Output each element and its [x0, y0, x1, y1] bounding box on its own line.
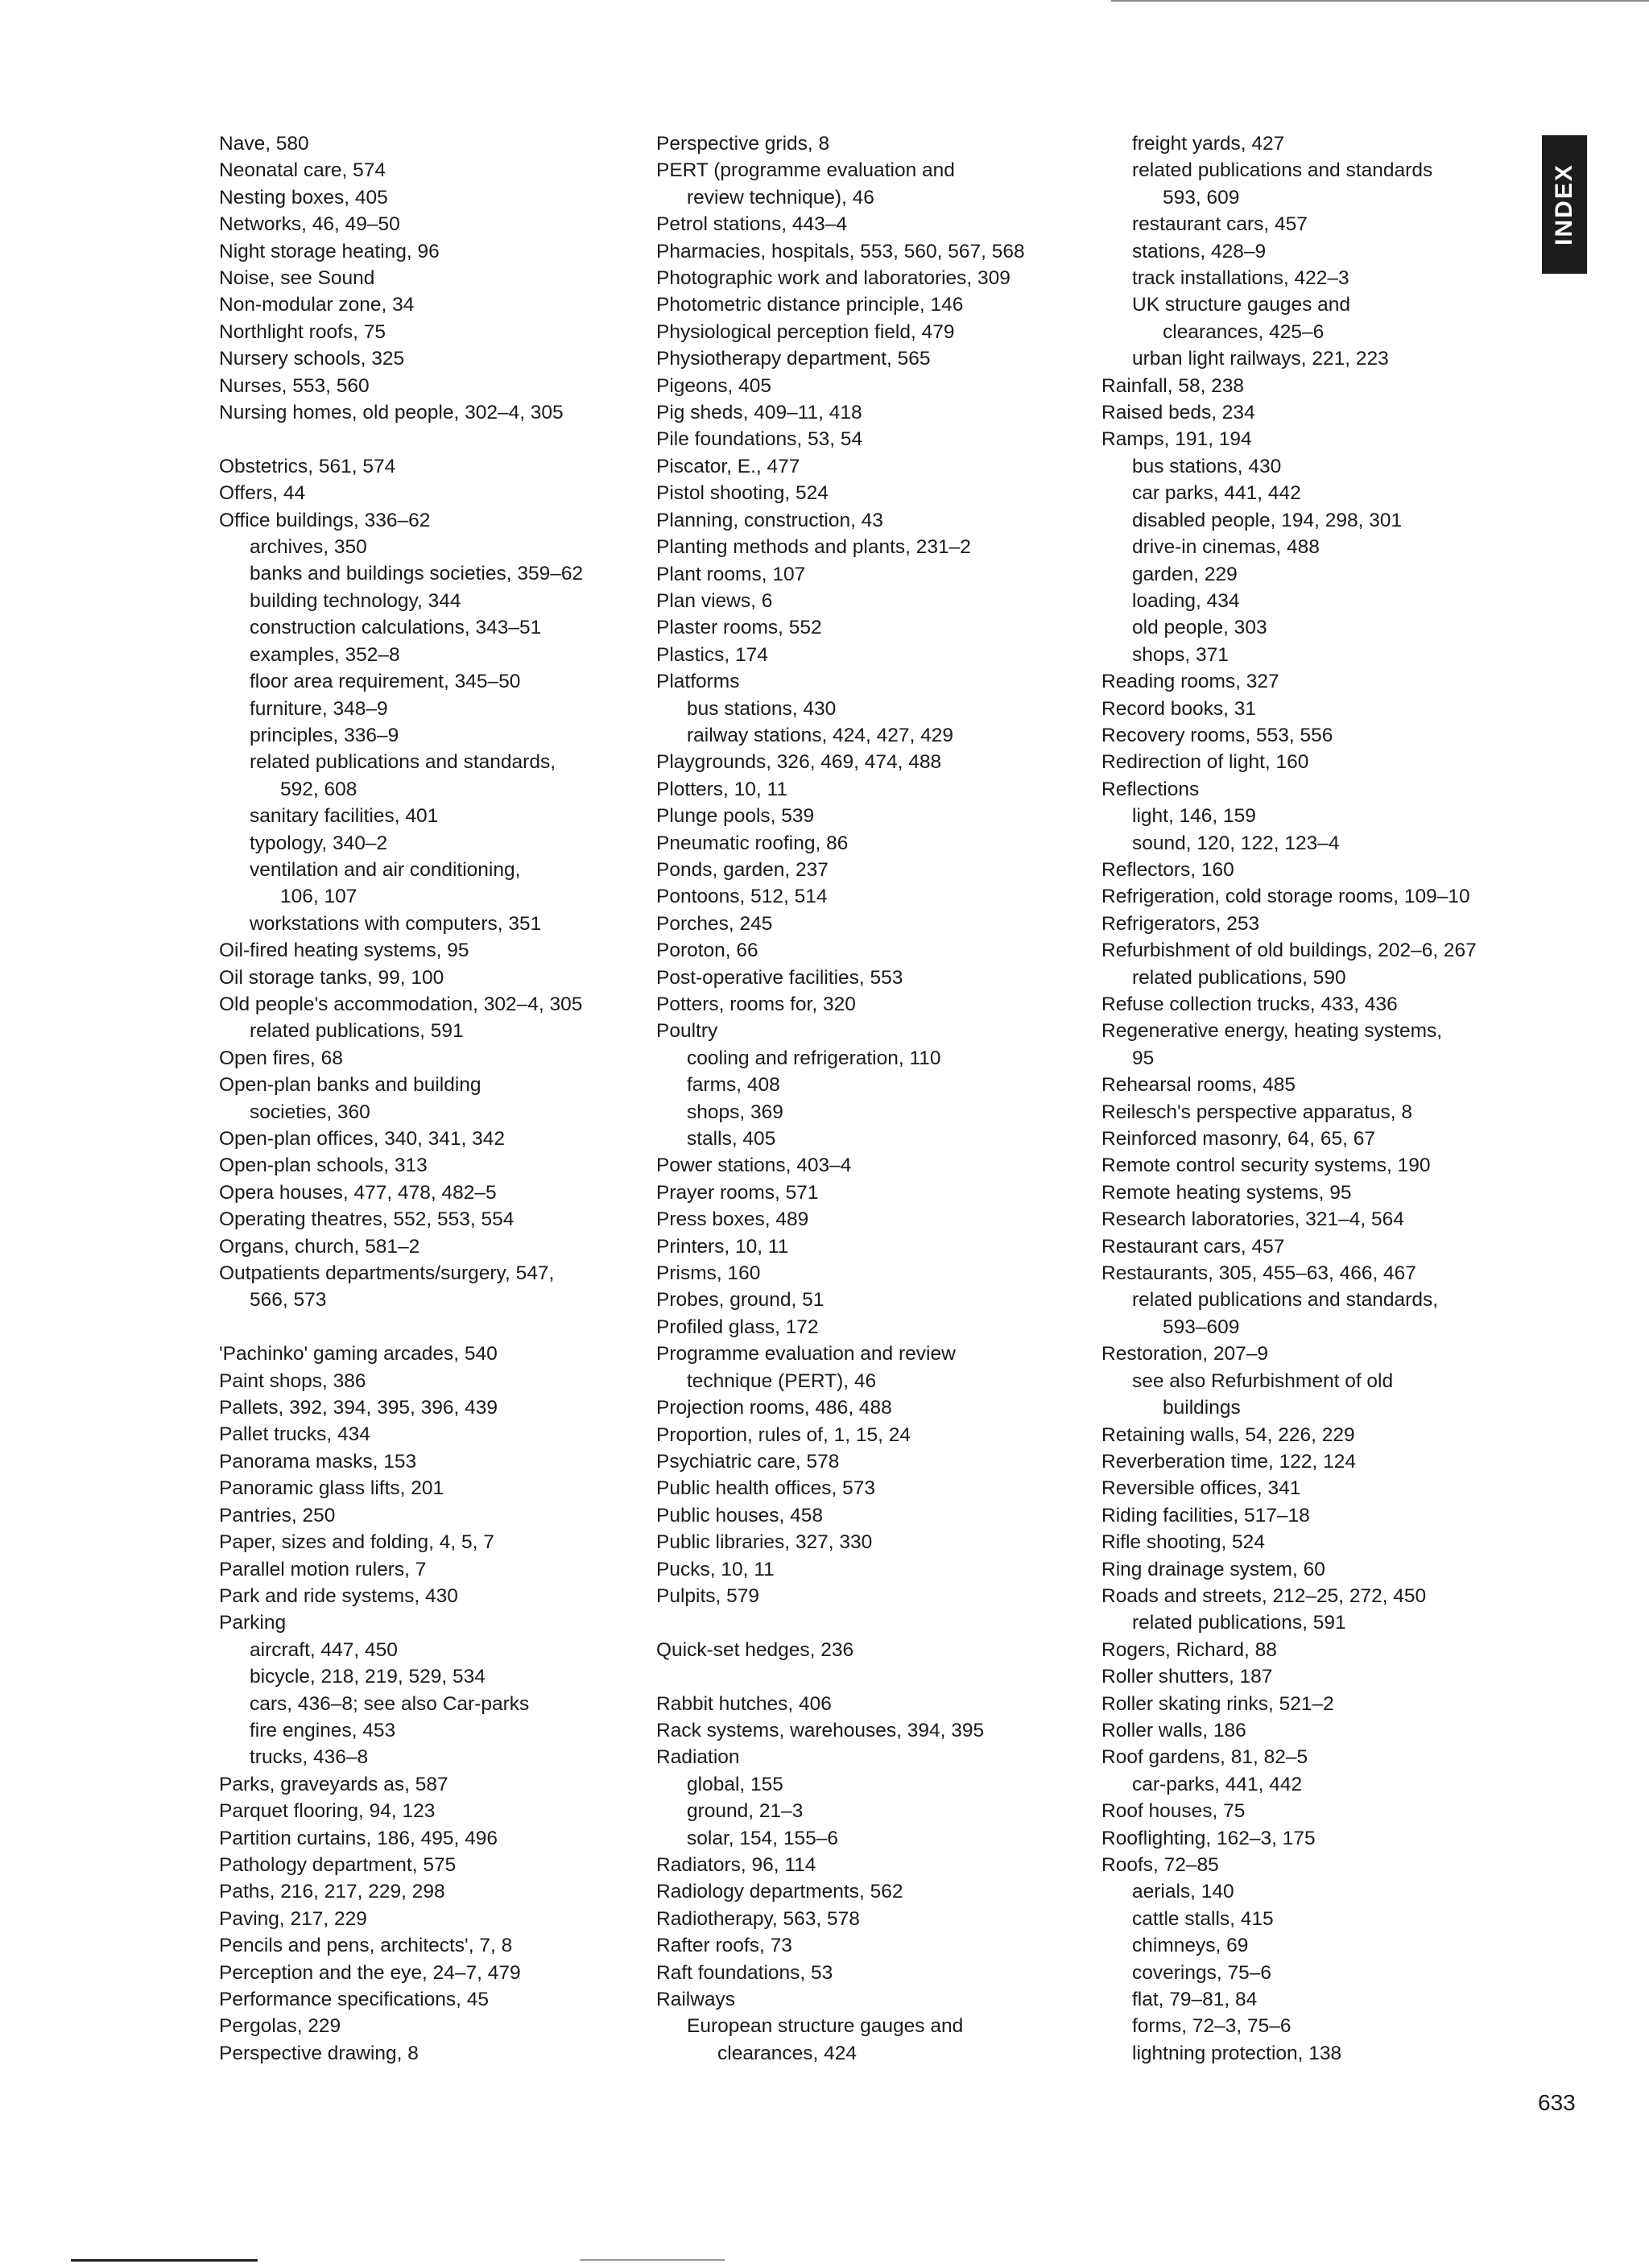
index-entry: Paving, 217, 229 — [219, 1907, 367, 1930]
top-rule — [1111, 0, 1649, 2]
index-entry: Public health offices, 573 — [656, 1477, 875, 1500]
index-subentry: car-parks, 441, 442 — [1132, 1773, 1303, 1795]
index-entry: Reilesch's perspective apparatus, 8 — [1101, 1101, 1412, 1123]
index-entry: Pistol shooting, 524 — [656, 482, 829, 505]
index-entry: Pencils and pens, architects', 7, 8 — [219, 1935, 513, 1957]
index-entry: Ramps, 191, 194 — [1101, 428, 1252, 451]
index-entry: Panorama masks, 153 — [219, 1450, 417, 1473]
index-subentry: clearances, 425–6 — [1163, 320, 1325, 343]
index-entry: Refrigeration, cold storage rooms, 109–10 — [1101, 886, 1470, 908]
index-entry: Radiology departments, 562 — [656, 1881, 903, 1903]
index-entry: Restaurant cars, 457 — [1101, 1235, 1285, 1258]
index-entry: Pucks, 10, 11 — [656, 1558, 775, 1580]
index-entry: Piscator, E., 477 — [656, 455, 800, 477]
index-entry: Old people's accommodation, 302–4, 305 — [219, 993, 583, 1015]
index-entry: Parallel motion rulers, 7 — [219, 1558, 427, 1580]
index-entry: Operating theatres, 552, 553, 554 — [219, 1208, 515, 1231]
index-entry: Photographic work and laboratories, 309 — [656, 267, 1010, 290]
index-subentry: related publications and standards, — [1132, 1289, 1439, 1312]
index-entry: PERT (programme evaluation and — [656, 159, 955, 182]
index-subentry: lightning protection, 138 — [1132, 2042, 1342, 2064]
index-entry: Photometric distance principle, 146 — [656, 294, 964, 316]
index-entry: Record books, 31 — [1101, 697, 1257, 720]
index-entry: Physiological perception field, 479 — [656, 320, 955, 343]
index-entry: Paper, sizes and folding, 4, 5, 7 — [219, 1531, 494, 1554]
index-entry: Prayer rooms, 571 — [656, 1181, 819, 1204]
index-subentry: bicycle, 218, 219, 529, 534 — [250, 1666, 486, 1688]
index-subentry: ventilation and air conditioning, — [250, 858, 521, 881]
index-entry: Poroton, 66 — [656, 940, 758, 962]
index-entry: Pathology department, 575 — [219, 1853, 457, 1876]
index-entry: Parking — [219, 1612, 287, 1634]
index-entry: Reflections — [1101, 778, 1200, 800]
index-entry: Offers, 44 — [219, 482, 306, 505]
index-entry: Pulpits, 579 — [656, 1584, 760, 1607]
index-subentry: track installations, 422–3 — [1132, 267, 1349, 290]
index-subentry: urban light railways, 221, 223 — [1132, 348, 1389, 370]
index-subentry: technique (PERT), 46 — [687, 1369, 877, 1392]
index-subentry: stations, 428–9 — [1132, 240, 1267, 262]
index-subentry: car parks, 441, 442 — [1132, 482, 1301, 505]
index-subentry: 106, 107 — [280, 886, 357, 908]
index-subentry: buildings — [1163, 1397, 1241, 1419]
index-subentry: clearances, 424 — [717, 2042, 857, 2064]
index-entry: Roads and streets, 212–25, 272, 450 — [1101, 1584, 1427, 1607]
index-subentry: restaurant cars, 457 — [1132, 213, 1308, 236]
index-entry: Railways — [656, 1989, 736, 2010]
index-entry: Restaurants, 305, 455–63, 466, 467 — [1101, 1262, 1416, 1285]
index-subentry: chimneys, 69 — [1132, 1935, 1249, 1957]
index-entry: Nursing homes, old people, 302–4, 305 — [219, 402, 564, 424]
index-subentry: garden, 229 — [1132, 563, 1238, 585]
index-subentry: societies, 360 — [250, 1101, 370, 1123]
bottom-rule-mid — [580, 2259, 725, 2261]
index-subentry: 566, 573 — [250, 1289, 327, 1312]
index-subentry: shops, 369 — [687, 1101, 783, 1123]
index-entry: Plant rooms, 107 — [656, 563, 806, 585]
index-entry: Public houses, 458 — [656, 1504, 824, 1526]
index-entry: Reverberation time, 122, 124 — [1101, 1450, 1356, 1473]
index-entry: Recovery rooms, 553, 556 — [1101, 724, 1333, 746]
index-entry: Partition curtains, 186, 495, 496 — [219, 1827, 498, 1849]
index-entry: Porches, 245 — [656, 912, 773, 935]
index-entry: Reading rooms, 327 — [1101, 671, 1279, 693]
index-entry: Roof houses, 75 — [1101, 1800, 1246, 1823]
index-entry: Pharmacies, hospitals, 553, 560, 567, 568 — [656, 240, 1025, 262]
index-entry: Potters, rooms for, 320 — [656, 994, 856, 1015]
index-subentry: floor area requirement, 345–50 — [250, 671, 521, 693]
index-entry: Pontoons, 512, 514 — [656, 886, 828, 908]
index-entry: Parks, graveyards as, 587 — [219, 1773, 448, 1795]
index-entry: Refuse collection trucks, 433, 436 — [1101, 994, 1398, 1015]
index-entry: Projection rooms, 486, 488 — [656, 1397, 892, 1419]
index-entry: Open fires, 68 — [219, 1047, 343, 1069]
index-entry: Raft foundations, 53 — [656, 1961, 833, 1984]
index-entry: Obstetrics, 561, 574 — [219, 455, 396, 477]
page-number: 633 — [1538, 2090, 1576, 2115]
index-subentry: typology, 340–2 — [250, 832, 388, 854]
index-entry: Nesting boxes, 405 — [219, 186, 388, 209]
index-subentry: disabled people, 194, 298, 301 — [1132, 509, 1403, 531]
index-subentry: railway stations, 424, 427, 429 — [687, 724, 953, 746]
index-column-1 — [219, 130, 622, 2067]
index-entry: Networks, 46, 49–50 — [219, 213, 400, 236]
index-entry: Parquet flooring, 94, 123 — [219, 1800, 436, 1823]
index-entry: Profiled glass, 172 — [656, 1316, 819, 1338]
index-entry: Post-operative facilities, 553 — [656, 966, 903, 989]
index-entry: Redirection of light, 160 — [1101, 751, 1309, 774]
index-entry: Quick-set hedges, 236 — [656, 1638, 854, 1661]
index-entry: Prisms, 160 — [656, 1262, 761, 1285]
index-gap — [219, 426, 622, 452]
index-subentry: bus stations, 430 — [1132, 455, 1282, 477]
index-subentry: sound, 120, 122, 123–4 — [1132, 832, 1340, 854]
index-entry: Roller skating rinks, 521–2 — [1101, 1692, 1334, 1715]
index-entry: Office buildings, 336–62 — [219, 509, 431, 531]
index-subentry: bus stations, 430 — [687, 697, 837, 720]
index-entry: Pallet trucks, 434 — [219, 1423, 370, 1446]
index-entry: Roof gardens, 81, 82–5 — [1101, 1746, 1308, 1769]
index-entry: Outpatients departments/surgery, 547, — [219, 1262, 555, 1285]
index-subentry: loading, 434 — [1132, 589, 1240, 612]
index-entry: Oil storage tanks, 99, 100 — [219, 966, 444, 989]
index-entry: Printers, 10, 11 — [656, 1235, 789, 1258]
index-entry: Power stations, 403–4 — [656, 1155, 852, 1177]
index-column-2 — [656, 130, 1075, 2067]
index-entry: Organs, church, 581–2 — [219, 1235, 420, 1258]
index-entry: Ponds, garden, 237 — [656, 858, 829, 881]
index-entry: Nave, 580 — [219, 133, 309, 155]
index-entry: Physiotherapy department, 565 — [656, 348, 931, 370]
index-entry: Remote heating systems, 95 — [1101, 1181, 1352, 1204]
index-entry: Pigeons, 405 — [656, 374, 772, 397]
index-entry: Rehearsal rooms, 485 — [1101, 1074, 1296, 1097]
index-subentry: European structure gauges and — [687, 2015, 964, 2038]
index-subentry: related publications, 591 — [250, 1020, 464, 1043]
index-entry: Probes, ground, 51 — [656, 1289, 824, 1312]
index-entry: Rainfall, 58, 238 — [1101, 374, 1245, 397]
index-entry: Refurbishment of old buildings, 202–6, 267 — [1101, 940, 1477, 962]
index-subentry: aerials, 140 — [1132, 1881, 1234, 1903]
index-subentry: cars, 436–8; see also Car-parks — [250, 1692, 530, 1715]
index-subentry: old people, 303 — [1132, 617, 1267, 639]
index-subentry: principles, 336–9 — [250, 724, 399, 746]
index-subentry: coverings, 75–6 — [1132, 1961, 1271, 1984]
index-entry: Perspective grids, 8 — [656, 133, 830, 155]
index-entry: Neonatal care, 574 — [219, 159, 386, 182]
index-entry: Pile foundations, 53, 54 — [656, 428, 863, 451]
index-entry: Noise, see Sound — [219, 267, 375, 290]
index-subentry: trucks, 436–8 — [250, 1746, 369, 1769]
index-entry: Restoration, 207–9 — [1101, 1343, 1269, 1365]
index-entry: Ring drainage system, 60 — [1101, 1558, 1325, 1580]
index-entry: 'Pachinko' gaming arcades, 540 — [219, 1343, 498, 1365]
index-entry: Radiation — [656, 1746, 740, 1769]
index-entry: Poultry — [656, 1020, 718, 1043]
index-entry: Plaster rooms, 552 — [656, 617, 822, 639]
index-subentry: 592, 608 — [280, 778, 357, 800]
index-entry: Roller shutters, 187 — [1101, 1666, 1273, 1688]
index-subentry: banks and buildings societies, 359–62 — [250, 563, 584, 585]
index-entry: Nursery schools, 325 — [219, 348, 405, 370]
index-entry: Petrol stations, 443–4 — [656, 213, 847, 236]
index-entry: Paint shops, 386 — [219, 1369, 366, 1392]
index-entry: Plastics, 174 — [656, 643, 768, 666]
index-entry: Performance specifications, 45 — [219, 1989, 489, 2010]
index-entry: Playgrounds, 326, 469, 474, 488 — [656, 751, 942, 774]
index-entry: Plan views, 6 — [656, 589, 773, 612]
index-subentry: examples, 352–8 — [250, 643, 400, 666]
index-section-tab — [1542, 135, 1587, 274]
index-subentry: forms, 72–3, 75–6 — [1132, 2015, 1292, 2038]
index-entry: Radiotherapy, 563, 578 — [656, 1907, 860, 1930]
index-entry: Radiators, 96, 114 — [656, 1853, 816, 1876]
index-entry: Open-plan schools, 313 — [219, 1155, 428, 1177]
index-subentry: furniture, 348–9 — [250, 697, 388, 720]
index-entry: Northlight roofs, 75 — [219, 320, 386, 343]
index-subentry: related publications, 590 — [1132, 966, 1346, 989]
index-entry: Rabbit hutches, 406 — [656, 1692, 832, 1715]
index-entry: Oil-fired heating systems, 95 — [219, 940, 469, 962]
index-entry: Pantries, 250 — [219, 1504, 336, 1526]
index-subentry: flat, 79–81, 84 — [1132, 1989, 1258, 2011]
index-entry: Rack systems, warehouses, 394, 395 — [656, 1719, 985, 1741]
index-subentry: stalls, 405 — [687, 1128, 776, 1151]
index-subentry: related publications, 591 — [1132, 1612, 1346, 1634]
index-subentry: freight yards, 427 — [1132, 133, 1285, 155]
index-entry: Rogers, Richard, 88 — [1101, 1638, 1277, 1661]
index-subentry: solar, 154, 155–6 — [687, 1827, 838, 1849]
index-subentry: drive-in cinemas, 488 — [1132, 536, 1320, 559]
index-subentry: light, 146, 159 — [1132, 805, 1256, 828]
index-entry: Pneumatic roofing, 86 — [656, 832, 849, 854]
index-entry: Psychiatric care, 578 — [656, 1450, 840, 1473]
index-entry: Public libraries, 327, 330 — [656, 1531, 873, 1554]
index-entry: Reinforced masonry, 64, 65, 67 — [1101, 1128, 1376, 1151]
index-entry: Pallets, 392, 394, 395, 396, 439 — [219, 1397, 498, 1419]
index-entry: Remote control security systems, 190 — [1101, 1155, 1431, 1177]
index-entry: Proportion, rules of, 1, 15, 24 — [656, 1423, 911, 1446]
index-column-3 — [1101, 130, 1520, 2067]
index-subentry: UK structure gauges and — [1132, 294, 1351, 316]
index-entry: Roofs, 72–85 — [1101, 1854, 1219, 1876]
index-subentry: cattle stalls, 415 — [1132, 1907, 1274, 1930]
index-entry: Regenerative energy, heating systems, — [1101, 1020, 1443, 1043]
index-entry: Platforms — [656, 671, 740, 693]
index-entry: Research laboratories, 321–4, 564 — [1101, 1208, 1404, 1231]
index-subentry: 593, 609 — [1163, 186, 1240, 209]
index-entry: Pig sheds, 409–11, 418 — [656, 402, 862, 424]
index-entry: Pergolas, 229 — [219, 2015, 341, 2038]
index-subentry: 593–609 — [1163, 1316, 1240, 1338]
index-gap — [656, 1609, 1075, 1636]
index-subentry: farms, 408 — [687, 1074, 780, 1097]
index-entry: Night storage heating, 96 — [219, 240, 440, 262]
index-entry: Planning, construction, 43 — [656, 509, 883, 531]
index-subentry: sanitary facilities, 401 — [250, 805, 439, 828]
index-subentry: 95 — [1132, 1047, 1155, 1069]
index-entry: Planting methods and plants, 231–2 — [656, 536, 971, 559]
index-entry: Plotters, 10, 11 — [656, 778, 787, 800]
index-subentry: ground, 21–3 — [687, 1800, 804, 1823]
index-subentry: fire engines, 453 — [250, 1719, 396, 1741]
index-gap — [656, 1663, 1075, 1690]
index-subentry: related publications and standards — [1132, 159, 1433, 182]
index-entry: Panoramic glass lifts, 201 — [219, 1477, 444, 1500]
index-entry: Nurses, 553, 560 — [219, 374, 370, 397]
index-subentry: cooling and refrigeration, 110 — [687, 1047, 941, 1069]
index-entry: Refrigerators, 253 — [1101, 912, 1260, 935]
index-entry: Perception and the eye, 24–7, 479 — [219, 1961, 521, 1984]
index-subentry: related publications and standards, — [250, 751, 556, 774]
index-subentry: building technology, 344 — [250, 589, 461, 612]
index-entry: Park and ride systems, 430 — [219, 1584, 458, 1607]
index-entry: Rafter roofs, 73 — [656, 1935, 792, 1957]
index-entry: Rooflighting, 162–3, 175 — [1101, 1827, 1316, 1849]
index-tab-label: INDEX — [1551, 163, 1577, 246]
bottom-rule-left — [71, 2259, 258, 2262]
index-entry: Perspective drawing, 8 — [219, 2042, 419, 2064]
index-subentry: review technique), 46 — [687, 186, 874, 209]
index-entry: Press boxes, 489 — [656, 1208, 809, 1231]
index-entry: Riding facilities, 517–18 — [1101, 1504, 1310, 1526]
index-subentry: shops, 371 — [1132, 643, 1229, 666]
index-entry: Rifle shooting, 524 — [1101, 1531, 1265, 1554]
index-gap — [219, 1314, 622, 1341]
index-entry: Roller walls, 186 — [1101, 1719, 1246, 1741]
index-entry: Raised beds, 234 — [1101, 402, 1255, 424]
index-entry: Non-modular zone, 34 — [219, 294, 415, 316]
index-entry: Paths, 216, 217, 229, 298 — [219, 1881, 445, 1903]
index-subentry: construction calculations, 343–51 — [250, 617, 542, 639]
index-subentry: aircraft, 447, 450 — [250, 1638, 398, 1661]
index-entry: Retaining walls, 54, 226, 229 — [1101, 1423, 1355, 1446]
index-entry: Open-plan offices, 340, 341, 342 — [219, 1128, 506, 1151]
index-subentry: see also Refurbishment of old — [1132, 1369, 1394, 1392]
index-subentry: workstations with computers, 351 — [250, 912, 542, 935]
index-entry: Reflectors, 160 — [1101, 858, 1234, 881]
index-subentry: global, 155 — [687, 1773, 783, 1795]
index-entry: Plunge pools, 539 — [656, 805, 815, 828]
index-entry: Open-plan banks and building — [219, 1074, 481, 1097]
index-entry: Programme evaluation and review — [656, 1343, 956, 1365]
index-entry: Opera houses, 477, 478, 482–5 — [219, 1181, 497, 1204]
index-entry: Reversible offices, 341 — [1101, 1477, 1301, 1500]
index-subentry: archives, 350 — [250, 536, 367, 559]
